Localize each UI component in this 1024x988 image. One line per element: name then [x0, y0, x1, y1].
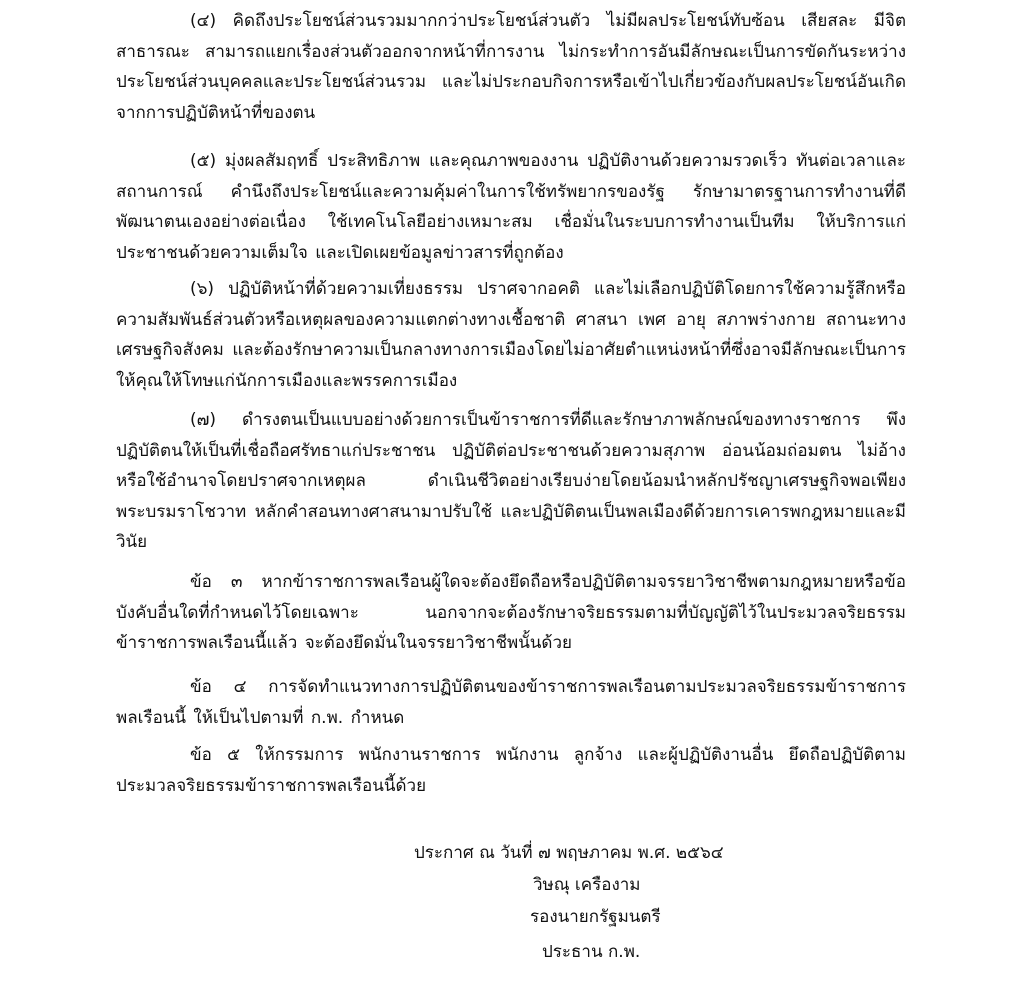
article-4-number: ข้อ ๔: [190, 677, 269, 697]
article-5-text: ให้กรรมการ พนักงานราชการ พนักงาน ลูกจ้าง และผู้ปฏิบัติงานอื่น ยึดถือปฏิบัติตามประมวลจริยธรรมข้าราชการพลเรือนนี้ด้วย: [116, 745, 906, 796]
article-4-paragraph: [116, 672, 906, 733]
article-3-text: หากข้าราชการพลเรือนผู้ใดจะต้องยึดถือหรือปฏิบัติตามจรรยาวิชาชีพตามกฎหมายหรือข้อบังคับอื่นใดที่กำหนดไว้โดยเฉพาะ นอกจากจะต้องรักษาจริยธรรมตามที่บัญญัติไว้ในประมวลจริยธรรมข้าราชการพลเรือนนี้แล้ว จะต้องยึดมั่นในจรรยาวิชาชีพนั้นด้วย: [116, 572, 906, 653]
clause-5-text: มุ่งผลสัมฤทธิ์ ประสิทธิภาพ และคุณภาพของงาน ปฏิบัติงานด้วยความรวดเร็ว ทันต่อเวลาและสถานการณ์ คำนึงถึงประโยชน์และความคุ้มค่าในการใช้ทรัพยากรของรัฐ รักษามาตรฐานการทำงานที่ดี พัฒนาตนเองอย่างต่อเนื่อง ใช้เทคโนโลยีอย่างเหมาะสม เชื่อมั่นในระบบการทำงานเป็นทีม ให้บริการแก่ประชาชนด้วยความเต็มใจ และเปิดเผยข้อมูลข่าวสารที่ถูกต้อง: [116, 151, 906, 263]
article-5-paragraph: [116, 740, 906, 801]
article-4-text: การจัดทำแนวทางการปฏิบัติตนของข้าราชการพลเรือนตามประมวลจริยธรรมข้าราชการพลเรือนนี้ ให้เป็นไปตามที่ ก.พ. กำหนด: [116, 677, 906, 728]
article-5-number: ข้อ ๕: [190, 745, 256, 765]
clause-7-text: ดำรงตนเป็นแบบอย่างด้วยการเป็นข้าราชการที่ดีและรักษาภาพลักษณ์ของทางราชการ พึงปฏิบัติตนให้เป็นที่เชื่อถือศรัทธาแก่ประชาชน ปฏิบัติต่อประชาชนด้วยความสุภาพ อ่อนน้อมถ่อมตน ไม่อ้างหรือใช้อำนาจโดยปราศจากเหตุผล ดำเนินชีวิตอย่างเรียบง่ายโดยน้อมนำหลักปรัชญาเศรษฐกิจพอเพียง พระบรมราโชวาท หลักคำสอนทางศาสนามาปรับใช้ และปฏิบัติตนเป็นพลเมืองดีด้วยการเคารพกฎหมายและมีวินัย: [116, 410, 907, 552]
clause-4-text: คิดถึงประโยชน์ส่วนรวมมากกว่าประโยชน์ส่วนตัว ไม่มีผลประโยชน์ทับซ้อน เสียสละ มีจิตสาธารณะ สามารถแยกเรื่องส่วนตัวออกจากหน้าที่การงาน ไม่กระทำการอันมีลักษณะเป็นการขัดกันระหว่างประโยชน์ส่วนบุคคลและประโยชน์ส่วนรวม และไม่ประกอบกิจการหรือเข้าไปเกี่ยวข้องกับผลประโยชน์อันเกิดจากการปฏิบัติหน้าที่ของตน: [116, 11, 906, 123]
clause-6-paragraph: [116, 274, 906, 396]
clause-7-number: (๗): [190, 410, 243, 430]
clause-5-paragraph: [116, 146, 906, 268]
clause-6-text: ปฏิบัติหน้าที่ด้วยความเที่ยงธรรม ปราศจากอคติ และไม่เลือกปฏิบัติโดยการใช้ความรู้สึกหรือความสัมพันธ์ส่วนตัวหรือเหตุผลของความแตกต่างทางเชื้อชาติ ศาสนา เพศ อายุ สภาพร่างกาย สถานะทางเศรษฐกิจสังคม และต้องรักษาความเป็นกลางทางการเมืองโดยไม่อาศัยตำแหน่งหน้าที่ซึ่งอาจมีลักษณะเป็นการให้คุณให้โทษแก่นักการเมืองและพรรคการเมือง: [116, 279, 906, 391]
clause-6-number: (๖): [190, 279, 229, 299]
clause-4-paragraph: [116, 6, 906, 128]
signatory-name: วิษณุ เครืองาม: [533, 875, 641, 895]
article-3-paragraph: [116, 567, 906, 659]
clause-7-paragraph: [116, 405, 906, 558]
announcement-date: ประกาศ ณ วันที่ ๗ พฤษภาคม พ.ศ. ๒๕๖๔: [414, 843, 724, 863]
signatory-position-deputy-pm: รองนายกรัฐมนตรี: [530, 907, 661, 927]
signatory-position-chairman: ประธาน ก.พ.: [542, 942, 641, 962]
clause-4-number: (๔): [190, 11, 233, 31]
clause-5-number: (๕): [190, 151, 226, 171]
article-3-number: ข้อ ๓: [190, 572, 262, 592]
